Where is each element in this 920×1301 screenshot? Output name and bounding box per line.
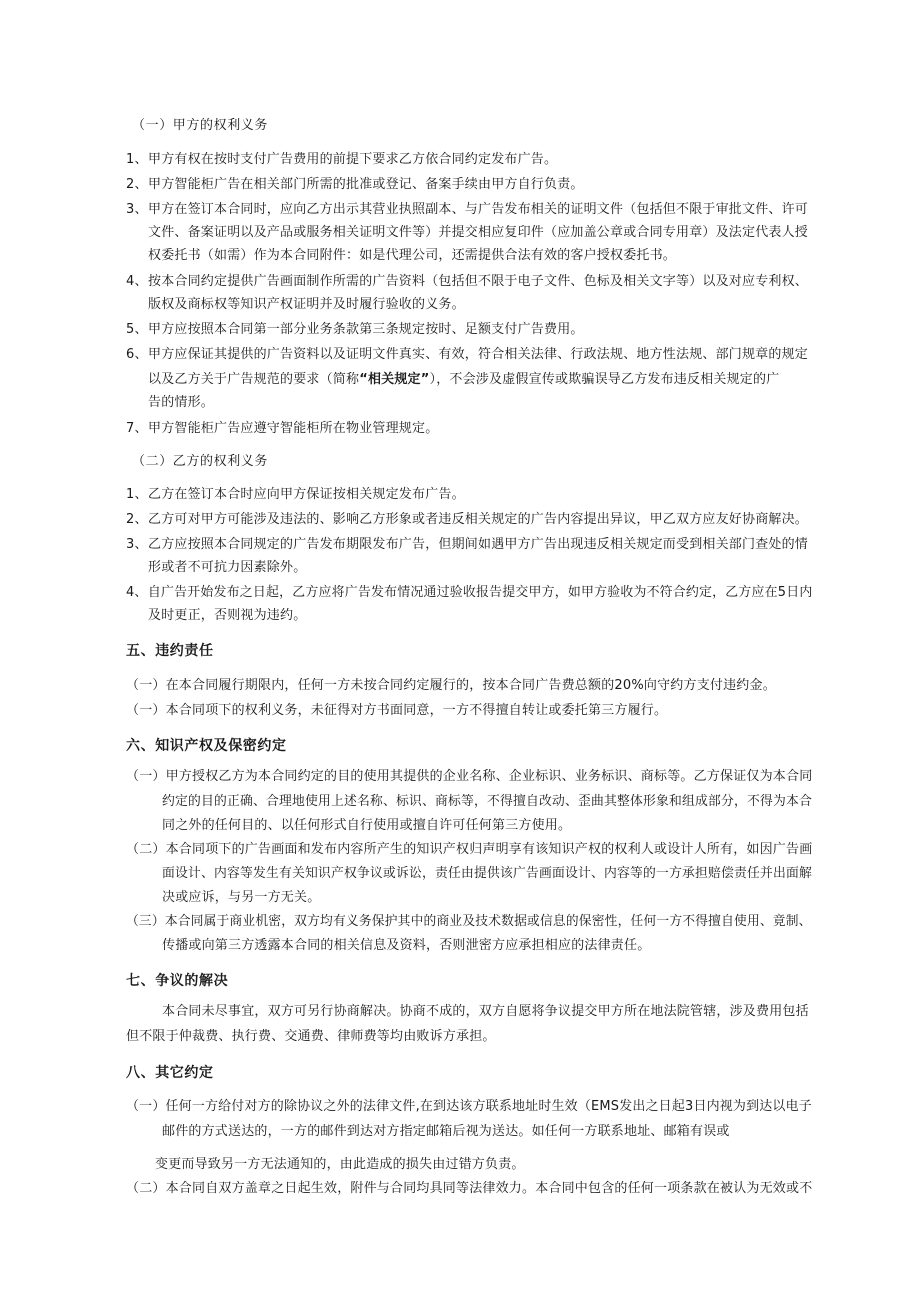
clause <box>126 1097 812 1117</box>
list-item <box>126 510 808 530</box>
clause-text: 本合同属于商业机密，双方均有义务保护其中的商业及技术数据或信息的保密性，任何一方不得擅自使用、竟制、 <box>164 914 812 929</box>
section-heading: 六、知识产权及保密约定 <box>126 738 287 754</box>
item-text: 乙方在签订本合时应向甲方保证按相关规定发布广告。 <box>148 487 465 502</box>
item-continuation <box>148 370 779 390</box>
item-number: 1、 <box>126 487 148 502</box>
item-number: 4、 <box>126 585 148 600</box>
item-number: 4、 <box>126 274 148 289</box>
list-item <box>126 419 438 439</box>
clause-label: （二） <box>126 842 166 857</box>
clause-text: 甲方授权乙方为本合同约定的目的使用其提供的企业名称、企业标识、业务标识、商标等。乙方保证仅为本合同 <box>165 769 813 784</box>
item-text: 甲方应按照本合同第一部分业务条款第三条规定按时、足额支付广告费用。 <box>148 322 584 337</box>
clause-label: （一） <box>126 769 166 784</box>
clause <box>126 1179 812 1199</box>
list-item <box>126 485 465 505</box>
list-item <box>126 200 808 220</box>
clause <box>126 767 812 787</box>
clause-continuation: 同之外的任何目的、以任何形式自行使用或擅自许可任何第三方使用。 <box>162 818 572 833</box>
item-number: 2、 <box>126 512 148 527</box>
item-number: 2、 <box>126 177 148 192</box>
party-a-heading: （一）甲方的权利义务 <box>132 118 269 133</box>
list-item <box>126 535 808 555</box>
item-number: 3、 <box>126 537 148 552</box>
item-number: 1、 <box>126 152 148 167</box>
item-number: 7、 <box>126 421 148 436</box>
item-continuation: 版权及商标权等知识产权证明并及时履行验收的义务。 <box>148 297 465 312</box>
list-item <box>126 345 808 365</box>
item-text: ），不会涉及虚假宣传或欺骗误导乙方发布违反相关规定的广 <box>429 372 780 387</box>
clause-label: （三） <box>126 914 165 929</box>
party-b-heading: （二）乙方的权利义务 <box>132 454 269 469</box>
item-text: 甲方智能柜广告应遵守智能柜所在物业管理规定。 <box>148 421 439 436</box>
item-continuation: 权委托书（如需）作为本合同附件：如是代理公司，还需提供合法有效的客户授权委托书。 <box>148 248 677 263</box>
clause-label: （二） <box>126 1181 166 1196</box>
item-text: 自广告开始发布之日起，乙方应将广告发布情况通过验收报告提交甲方，如甲方验收为不符合约定，乙方应在5日内 <box>147 585 813 600</box>
clause-continuation: 邮件的方式送达的，一方的邮件到达对方指定邮箱后视为送达。如任何一方联系地址、邮箱有误或 <box>162 1124 730 1139</box>
paragraph-line: 但不限于仲裁费、执行费、交通费、律师费等均由败诉方承担。 <box>126 1029 496 1044</box>
item-continuation: 及时更正，否则视为违约。 <box>148 608 307 623</box>
clause-text: 本合同项下的广告画面和发布内容所产生的知识产权归声明享有该知识产权的权利人或设计人所有，如因广告画 <box>165 842 813 857</box>
clause-continuation: 决或应诉，与另一方无关。 <box>162 890 321 905</box>
list-item <box>126 583 812 603</box>
item-text: 乙方应按照本合同规定的广告发布期限发布广告，但期间如遇甲方广告出现违反相关规定而受到相关部门查处的情 <box>148 537 809 552</box>
section-heading: 七、争议的解决 <box>126 973 229 989</box>
clause-continuation: 传播或向第三方透露本合同的相关信息及资料，否则泄密方应承担相应的法律责任。 <box>162 938 651 953</box>
item-text: 甲方有权在按时支付广告费用的前提下要求乙方依合同约定发布广告。 <box>148 152 558 167</box>
item-text: 乙方可对甲方可能涉及违法的、影响乙方形象或者违反相关规定的广告内容提出异议，甲乙双方应友好协商解决。 <box>148 512 809 527</box>
paragraph-line: 本合同未尽事宜，双方可另行协商解决。协商不成的，双方自愿将争议提交甲方所在地法院管辖，涉及费用包括 <box>162 1004 809 1019</box>
item-text: 按本合同约定提供广告画面制作所需的广告资料（包括但不限于电子文件、色标及相关文字等）以及对应专利权、 <box>148 274 809 289</box>
item-continuation: 形或者不可抗力因素除外。 <box>148 560 307 575</box>
list-item <box>126 320 584 340</box>
clause-continuation: 面设计、内容等发生有关知识产权争议或诉讼，责任由提供该广告画面设计、内容等的一方承担赔偿责任并出面解 <box>162 866 812 881</box>
clause-continuation: 约定的目的正确、合理地使用上述名称、标识、商标等，不得擅自改动、歪曲其整体形象和组成部分，不得为本合 <box>162 794 812 809</box>
item-text: 甲方智能柜广告在相关部门所需的批准或登记、备案手续由甲方自行负责。 <box>148 177 584 192</box>
clause <box>126 840 812 860</box>
item-number: 6、 <box>126 347 148 362</box>
defined-term: “相关规定” <box>359 372 430 387</box>
list-item <box>126 175 584 195</box>
clause-continuation: 变更而导致另一方无法通知的，由此造成的损失由过错方负责。 <box>155 1157 525 1172</box>
item-number: 5、 <box>126 322 148 337</box>
clause-label: （一） <box>126 1099 166 1114</box>
section-heading: 五、违约责任 <box>126 643 214 659</box>
item-text: 甲方应保证其提供的广告资料以及证明文件真实、有效，符合相关法律、行政法规、地方性法规、部门规章的规定 <box>148 347 809 362</box>
clause <box>126 912 812 932</box>
clause: （一）本合同项下的权利义务，未征得对方书面同意，一方不得擅自转让或委托第三方履行。 <box>126 703 668 718</box>
clause-text: 任何一方给付对方的除协议之外的法律文件,在到达该方联系地址时生效（EMS发出之日起3日内视为到达以电子 <box>165 1099 812 1114</box>
list-item <box>126 150 557 170</box>
list-item <box>126 272 808 292</box>
item-text: 以及乙方关于广告规范的要求（简称 <box>148 372 360 387</box>
clause: （一）在本合同履行期限内，任何一方未按合同约定履行的，按本合同广告费总额的20%向守约方支付违约金。 <box>126 678 776 693</box>
section-heading: 八、其它约定 <box>126 1065 214 1081</box>
item-continuation: 告的情形。 <box>148 395 215 410</box>
item-text: 甲方在签订本合同时，应向乙方出示其营业执照副本、与广告发布相关的证明文件（包括但不限于审批文件、许可 <box>148 202 809 217</box>
item-continuation: 文件、备案证明以及产品或服务相关证明文件等）并提交相应复印件（应加盖公章或合同专用章）及法定代表人授 <box>148 225 809 240</box>
clause-text: 本合同自双方盖章之日起生效，附件与合同均具同等法律效力。本合同中包含的任何一项条款在被认为无效或不 <box>165 1181 813 1196</box>
item-number: 3、 <box>126 202 148 217</box>
